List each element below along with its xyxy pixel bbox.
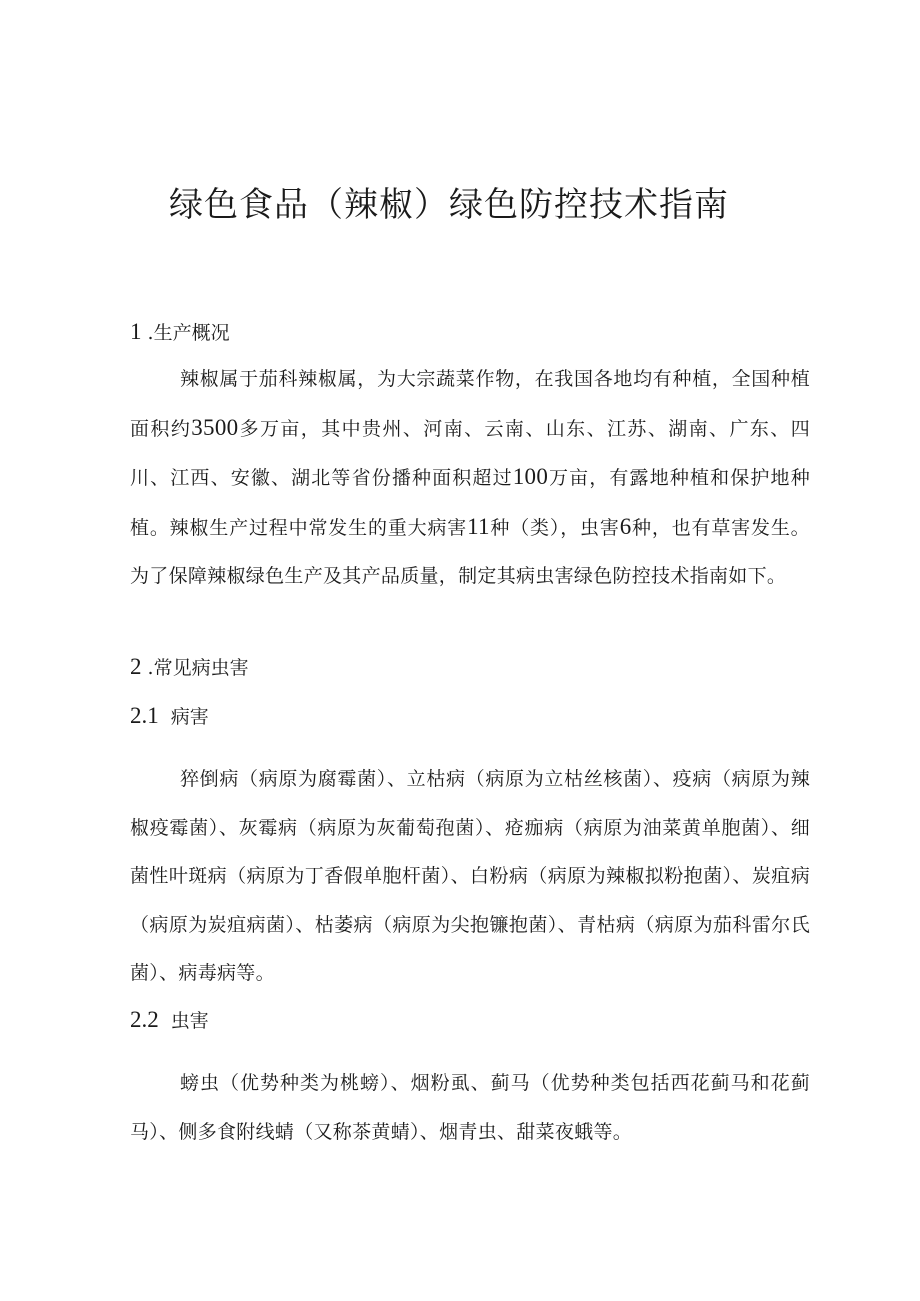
section-1-paragraph — [130, 355, 810, 601]
section-title: .常见病虫害 — [147, 657, 249, 679]
section-2-1-paragraph: 猝倒病（病原为腐霉菌）、立枯病（病原为立枯丝核菌）、疫病（病原为辣椒疫霉菌）、灰霉病（病原为灰葡萄孢菌）、疮痂病（病原为油菜黄单胞菌）、细菌性叶斑病（病原为丁香假单胞杆菌）、白粉病（病原为辣椒拟粉抱菌）、炭疽病（病原为炭疽病菌）、枯萎病（病原为尖抱镰抱菌）、青枯病（病原为茄科雷尔氏菌）、病毒病等。 — [130, 768, 810, 985]
number-run: 11 — [467, 513, 490, 539]
text-run: 辣椒属于茄科辣椒属，为大宗蔬菜作物，在我国各地均有种植，全国种植面积约 — [130, 368, 810, 440]
section-1-heading — [130, 317, 230, 348]
section-title: .生产概况 — [147, 322, 230, 344]
number-run: 6 — [619, 513, 632, 539]
section-title: 虫害 — [170, 1010, 209, 1032]
text-run: 多万亩，其中贵州、河南、云南、山东、江苏、湖南、广东、四川、江西、安徽、湖北等省份播种面积超过 — [130, 417, 811, 490]
section-2-heading — [130, 652, 249, 683]
text-run: 种，也有草害发生。为了保障辣椒绿色生产及其产品质量，制定其病虫害绿色防控技术指南如下。 — [130, 516, 810, 588]
document-title: 绿色食品（辣椒）绿色防控技术指南 — [169, 185, 729, 225]
section-2-2-heading — [130, 1005, 209, 1036]
number-run: 3500 — [191, 414, 239, 440]
text-run: 万亩，有露地种植和保护地种植。辣椒生产过程中常发生的重大病害 — [130, 467, 811, 539]
section-number: 2 — [130, 654, 142, 679]
section-number: 2.1 — [130, 703, 159, 728]
number-run: 100 — [512, 464, 549, 490]
text-run: 种（类），虫害 — [489, 516, 620, 539]
section-title: 病害 — [170, 706, 209, 728]
section-number: 2.2 — [130, 1007, 159, 1032]
section-2-2-paragraph: 螃虫（优势种类为桃螃）、烟粉虱、蓟马（优势种类包括西花蓟马和花蓟马）、侧多食附线蜻（又称茶黄蜻）、烟青虫、甜菜夜蛾等。 — [130, 1072, 810, 1143]
section-number: 1 — [130, 319, 142, 344]
section-2-1-heading — [130, 701, 209, 732]
